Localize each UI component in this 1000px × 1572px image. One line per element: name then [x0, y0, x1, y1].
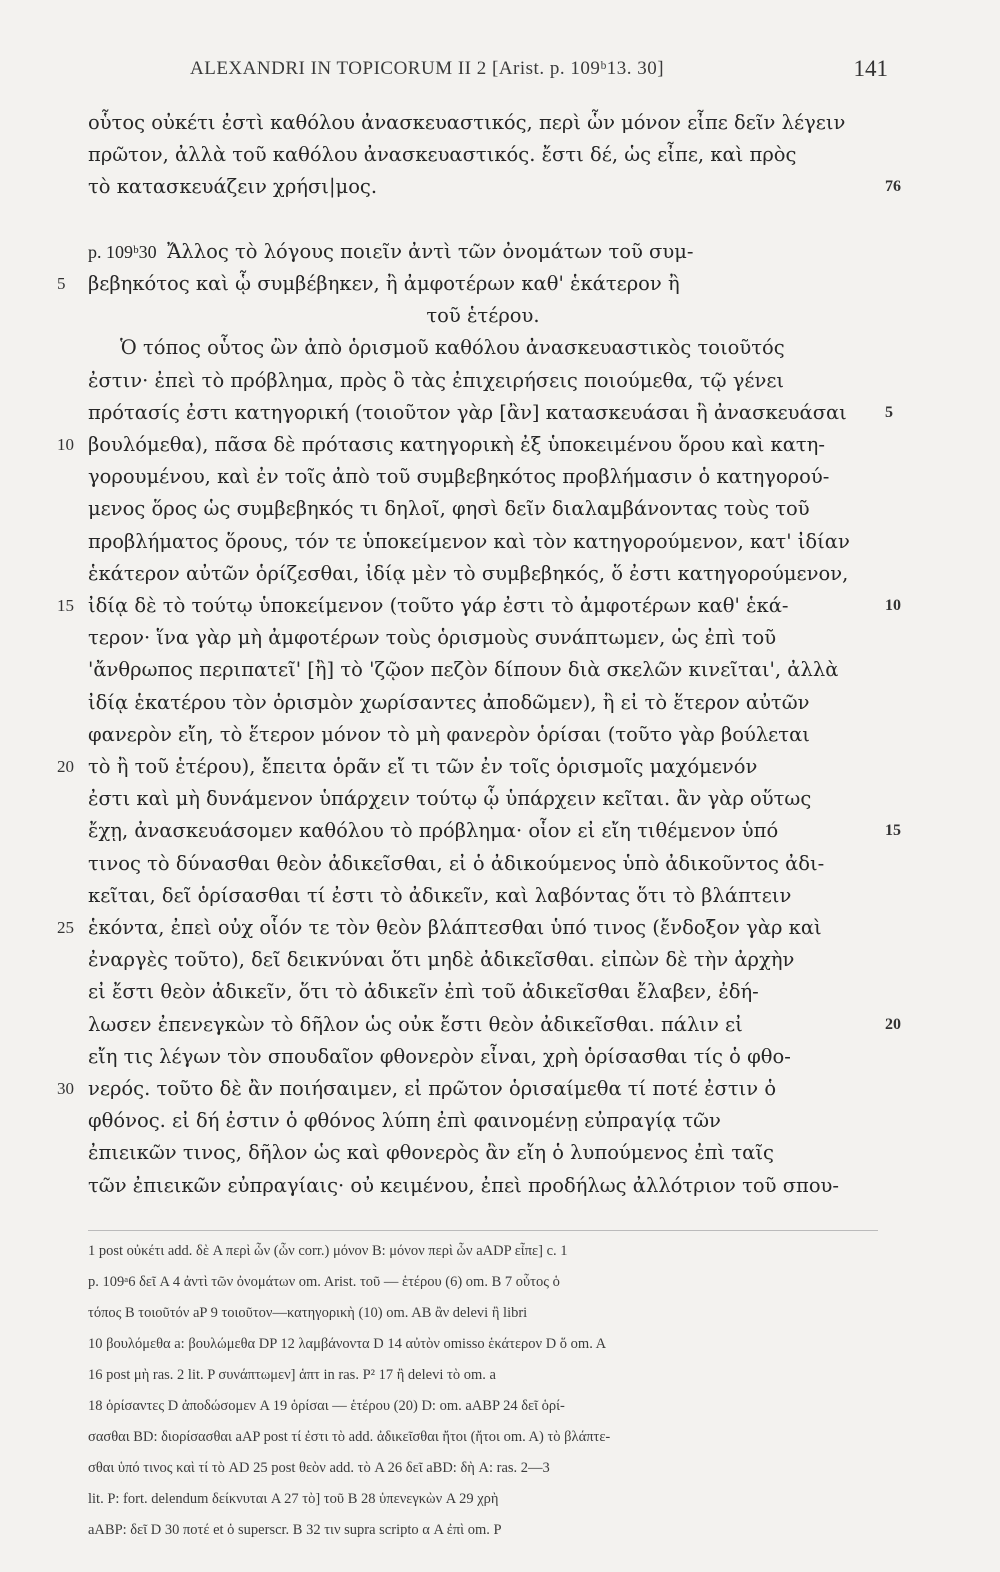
line-text: [88, 849, 878, 879]
line-text: [88, 1074, 878, 1104]
apparatus-line: σασθαι BD: διορίσασθαι aAP post τί ἐστι τὸ add. ἀδικεῖσθαι ἤτοι (ἤτοι om. A) τὸ βλάπτε-: [88, 1429, 611, 1445]
text-line: [0, 237, 1000, 267]
line-number: 5: [57, 274, 66, 293]
text-line: [0, 1138, 1000, 1168]
text-line: [0, 881, 1000, 911]
text-line: [0, 784, 1000, 814]
greek-text: ἐπιεικῶν τινος, δῆλον ὡς καὶ φθονερὸς ἂν εἴη ὁ λυπούμενος ἐπὶ ταῖς: [88, 1141, 774, 1165]
greek-text: νερός. τοῦτο δὲ ἂν ποιήσαιμεν, εἰ πρῶτον ὁρισαίμεθα τί ποτέ ἐστιν ὁ: [88, 1077, 777, 1100]
line-text: [88, 784, 878, 814]
line-text: [88, 462, 878, 492]
text-line: [0, 269, 1000, 299]
greek-text: τοῦ ἑτέρου.: [426, 304, 540, 328]
line-text: [88, 494, 878, 524]
text-line: [0, 430, 1000, 460]
line-text: [88, 269, 878, 299]
line-number: 10: [57, 435, 74, 454]
line-text: [88, 1138, 878, 1168]
line-text: [88, 977, 878, 1007]
greek-text: ἐστιν· ἐπεὶ τὸ πρόβλημα, πρὸς ὃ τὰς ἐπιχειρήσεις ποιούμεθα, τῷ γένει: [88, 368, 785, 392]
text-line: [0, 172, 1000, 202]
line-text: [88, 1042, 878, 1072]
text-line: [0, 1106, 1000, 1136]
apparatus-line: τόπος B τοιοῦτόν aP 9 τοιοῦτον—κατηγορικὴ (10) om. AB ἂν delevi ἢ libri: [88, 1305, 528, 1321]
text-line: [0, 1042, 1000, 1072]
margin-number: 5: [885, 403, 893, 421]
line-text: [88, 881, 878, 911]
margin-number: 20: [885, 1015, 901, 1033]
line-text: [88, 559, 878, 589]
margin-number: 10: [885, 597, 901, 614]
greek-text: τῶν ἐπιεικῶν εὐπραγίαις· οὐ κειμένου, ἐπεὶ προδήλως ἀλλότριον τοῦ σπου-: [88, 1173, 839, 1197]
line-number: 25: [57, 918, 74, 937]
line-number: 20: [57, 757, 74, 776]
line-text: [88, 752, 878, 782]
text-line: [0, 398, 1000, 428]
line-text: [88, 108, 878, 138]
text-line: [0, 1171, 1000, 1201]
greek-text: ἑκόντα, ἐπεὶ οὐχ οἷόν τε τὸν θεὸν βλάπτεσθαι ὑπό τινος (ἔνδοξον γὰρ καὶ: [88, 916, 822, 939]
apparatus-line: aABP: δεῖ D 30 ποτέ et ὁ superscr. B 32 τιν supra scripto α A ἐπὶ om. P: [88, 1522, 502, 1538]
text-line: [0, 1010, 1000, 1040]
greek-text: 'ἄνθρωπος περιπατεῖ' [ἢ] τὸ 'ζῷον πεζὸν δίπουν διὰ σκελῶν κινεῖται', ἀλλὰ: [88, 658, 839, 682]
text-line: [0, 140, 1000, 170]
line-number: 30: [57, 1079, 74, 1098]
text-line: [0, 913, 1000, 943]
text-line: [0, 333, 1000, 363]
greek-text: τερον· ἵνα γὰρ μὴ ἀμφοτέρων τοὺς ὁρισμοὺς συνάπτωμεν, ὡς ἐπὶ τοῦ: [88, 626, 777, 650]
running-head: ALEXANDRI IN TOPICORUM II 2 [Arist. p. 109ᵇ13. 30]: [190, 58, 665, 79]
greek-text: φανερὸν εἴη, τὸ ἕτερον μόνον τὸ μὴ φανερὸν ὁρίσαι (τοῦτο γὰρ βούλεται: [88, 722, 810, 746]
line-text: [120, 333, 878, 363]
greek-text: τὸ κατασκευάζειν χρήσι|μος.: [88, 175, 378, 199]
line-text: [88, 366, 878, 396]
line-text: [88, 655, 878, 685]
line-text: [88, 527, 878, 557]
line-text: [88, 913, 878, 943]
line-text: [88, 688, 878, 718]
line-text: [88, 591, 878, 621]
text-line: [0, 494, 1000, 524]
apparatus-line: lit. P: fort. delendum δείκνυται A 27 τὸ] τοῦ B 28 ὑπενεγκὼν A 29 χρὴ: [88, 1491, 499, 1507]
greek-text: προβλήματος ὅρους, τόν τε ὑποκείμενον καὶ τὸν κατηγορούμενον, κατ' ἰδίαν: [88, 529, 850, 553]
line-number: 15: [57, 596, 74, 615]
greek-text: βεβηκότος καὶ ᾧ συμβέβηκεν, ἢ ἀμφοτέρων καθ' ἑκάτερον ἢ: [88, 272, 680, 295]
greek-text: ἔχῃ, ἀνασκευάσομεν καθόλου τὸ πρόβλημα· οἷον εἰ εἴη τιθέμενον ὑπό: [88, 819, 779, 843]
text-line: [0, 720, 1000, 750]
margin-number: 15: [885, 822, 901, 840]
line-text: [88, 720, 878, 750]
line-text: [88, 1106, 878, 1136]
greek-text: εἴη τις λέγων τὸν σπουδαῖον φθονερὸν εἶναι, χρὴ ὁρίσασθαι τίς ὁ φθο-: [88, 1044, 791, 1068]
apparatus-line: 16 post μὴ ras. 2 lit. P συνάπτωμεν] ἁπτ in ras. P² 17 ἢ delevi τὸ om. a: [88, 1367, 496, 1383]
text-line: [0, 849, 1000, 879]
footnote-divider: [88, 1230, 878, 1231]
apparatus-line: 18 ὁρίσαντες D ἀποδώσομεν A 19 ὁρίσαι — ἑτέρου (20) D: om. aABP 24 δεῖ ὁρί-: [88, 1398, 565, 1414]
greek-text: κεῖται, δεῖ ὁρίσασθαι τί ἐστι τὸ ἀδικεῖν, καὶ λαβόντας ὅτι τὸ βλάπτειν: [88, 883, 792, 907]
line-text: [88, 945, 878, 975]
line-text: [88, 816, 878, 846]
text-line: [0, 301, 1000, 331]
greek-text: φθόνος. εἰ δή ἐστιν ὁ φθόνος λύπη ἐπὶ φαινομένῃ εὐπραγίᾳ τῶν: [88, 1109, 721, 1133]
text-line: [0, 462, 1000, 492]
line-text: [88, 623, 878, 653]
line-text: [88, 430, 878, 460]
line-text: [88, 1171, 878, 1201]
text-line: [0, 688, 1000, 718]
greek-text: Ἄλλος τὸ λόγους ποιεῖν ἀντὶ τῶν ὀνομάτων τοῦ συμ-: [167, 239, 694, 263]
text-line: [0, 1074, 1000, 1104]
text-line: [0, 623, 1000, 653]
line-text: [88, 398, 878, 428]
text-line: [0, 591, 1000, 621]
greek-text: ἰδίᾳ δὲ τὸ τούτῳ ὑποκείμενον (τοῦτο γάρ ἐστι τὸ ἀμφοτέρων καθ' ἑκά-: [88, 594, 789, 617]
greek-text: βουλόμεθα), πᾶσα δὲ πρότασις κατηγορικὴ ἐξ ὑποκειμένου ὅρου καὶ κατη-: [88, 433, 825, 456]
line-text: [88, 237, 878, 267]
apparatus-line: 1 post οὐκέτι add. δὲ A περὶ ὧν (ὧν corr.) μόνον B: μόνον περὶ ὧν aADP εἶπε] c. 1: [88, 1243, 568, 1259]
greek-text: ἑκάτερον αὐτῶν ὁρίζεσθαι, ἰδίᾳ μὲν τὸ συμβεβηκός, ὅ ἐστι κατηγορούμενον,: [88, 561, 849, 585]
greek-text: πρότασίς ἐστι κατηγορική (τοιοῦτον γὰρ [ἂν] κατασκευάσαι ἢ ἀνασκευάσαι: [88, 400, 847, 424]
greek-text: πρῶτον, ἀλλὰ τοῦ καθόλου ἀνασκευαστικός. ἔστι δέ, ὡς εἶπε, καὶ πρὸς: [88, 143, 797, 167]
text-line: [0, 559, 1000, 589]
apparatus-line: σθαι ὑπό τινος καὶ τί τὸ AD 25 post θεὸν add. τὸ A 26 δεῖ aBD: δὴ A: ras. 2—3: [88, 1460, 550, 1476]
greek-text: τὸ ἢ τοῦ ἑτέρου), ἔπειτα ὁρᾶν εἴ τι τῶν ἐν τοῖς ὁρισμοῖς μαχόμενόν: [88, 755, 758, 778]
apparatus-line: p. 109ᵃ6 δεῖ A 4 ἀντὶ τῶν ὀνομάτων om. Arist. τοῦ — ἑτέρου (6) om. B 7 οὗτος ὁ: [88, 1274, 560, 1290]
greek-text: ἐστι καὶ μὴ δυνάμενον ὑπάρχειν τούτῳ ᾧ ὑπάρχειν κεῖται. ἂν γὰρ οὕτως: [88, 787, 812, 811]
text-line: [0, 108, 1000, 138]
text-line: [0, 752, 1000, 782]
apparatus-line: 10 βουλόμεθα a: βουλώμεθα DP 12 λαμβάνοντα D 14 αὐτὸν omisso ἑκάτερον D ὅ om. A: [88, 1336, 607, 1352]
greek-text: λωσεν ἐπενεγκὼν τὸ δῆλον ὡς οὐκ ἔστι θεὸν ἀδικεῖσθαι. πάλιν εἰ: [88, 1012, 743, 1036]
greek-text: μενος ὅρος ὡς συμβεβηκός τι δηλοῖ, φησὶ δεῖν διαλαμβάνοντας τοὺς τοῦ: [88, 497, 810, 521]
text-line: [0, 655, 1000, 685]
text-line: [0, 816, 1000, 846]
greek-text: οὗτος οὐκέτι ἐστὶ καθόλου ἀνασκευαστικός, περὶ ὧν μόνον εἶπε δεῖν λέγειν: [88, 111, 846, 134]
margin-number: 76: [885, 178, 901, 196]
text-line: [0, 945, 1000, 975]
line-text: [88, 1010, 878, 1040]
text-line: [0, 205, 1000, 235]
greek-text: εἰ ἔστι θεὸν ἀδικεῖν, ὅτι τὸ ἀδικεῖν ἐπὶ τοῦ ἀδικεῖσθαι ἔλαβεν, ἐδή-: [88, 980, 759, 1004]
line-text: [88, 140, 878, 170]
page-number: 141: [853, 56, 888, 81]
greek-text: ἰδίᾳ ἑκατέρου τὸν ὁρισμὸν χωρίσαντες ἀποδῶμεν), ἢ εἰ τὸ ἕτερον αὐτῶν: [88, 690, 810, 714]
text-line: [0, 366, 1000, 396]
page-header: [0, 58, 1000, 88]
line-text: [88, 301, 878, 331]
bekker-reference: p. 109ᵇ30: [88, 241, 162, 262]
text-line: [0, 977, 1000, 1007]
greek-text: γορουμένου, καὶ ἐν τοῖς ἀπὸ τοῦ συμβεβηκότος προβλήμασιν ὁ κατηγορού-: [88, 465, 830, 489]
greek-text: τινος τὸ δύνασθαι θεὸν ἀδικεῖσθαι, εἰ ὁ ἀδικούμενος ὑπὸ ἀδικοῦντος ἀδι-: [88, 851, 825, 875]
line-text: [88, 172, 878, 202]
greek-text: ἐναργὲς τοῦτο), δεῖ δεικνύναι ὅτι μηδὲ ἀδικεῖσθαι. εἰπὼν δὲ τὴν ἀρχὴν: [88, 948, 795, 972]
text-line: [0, 527, 1000, 557]
greek-text: Ὁ τόπος οὗτος ὢν ἀπὸ ὁρισμοῦ καθόλου ἀνασκευαστικὸς τοιοῦτός: [120, 336, 785, 360]
